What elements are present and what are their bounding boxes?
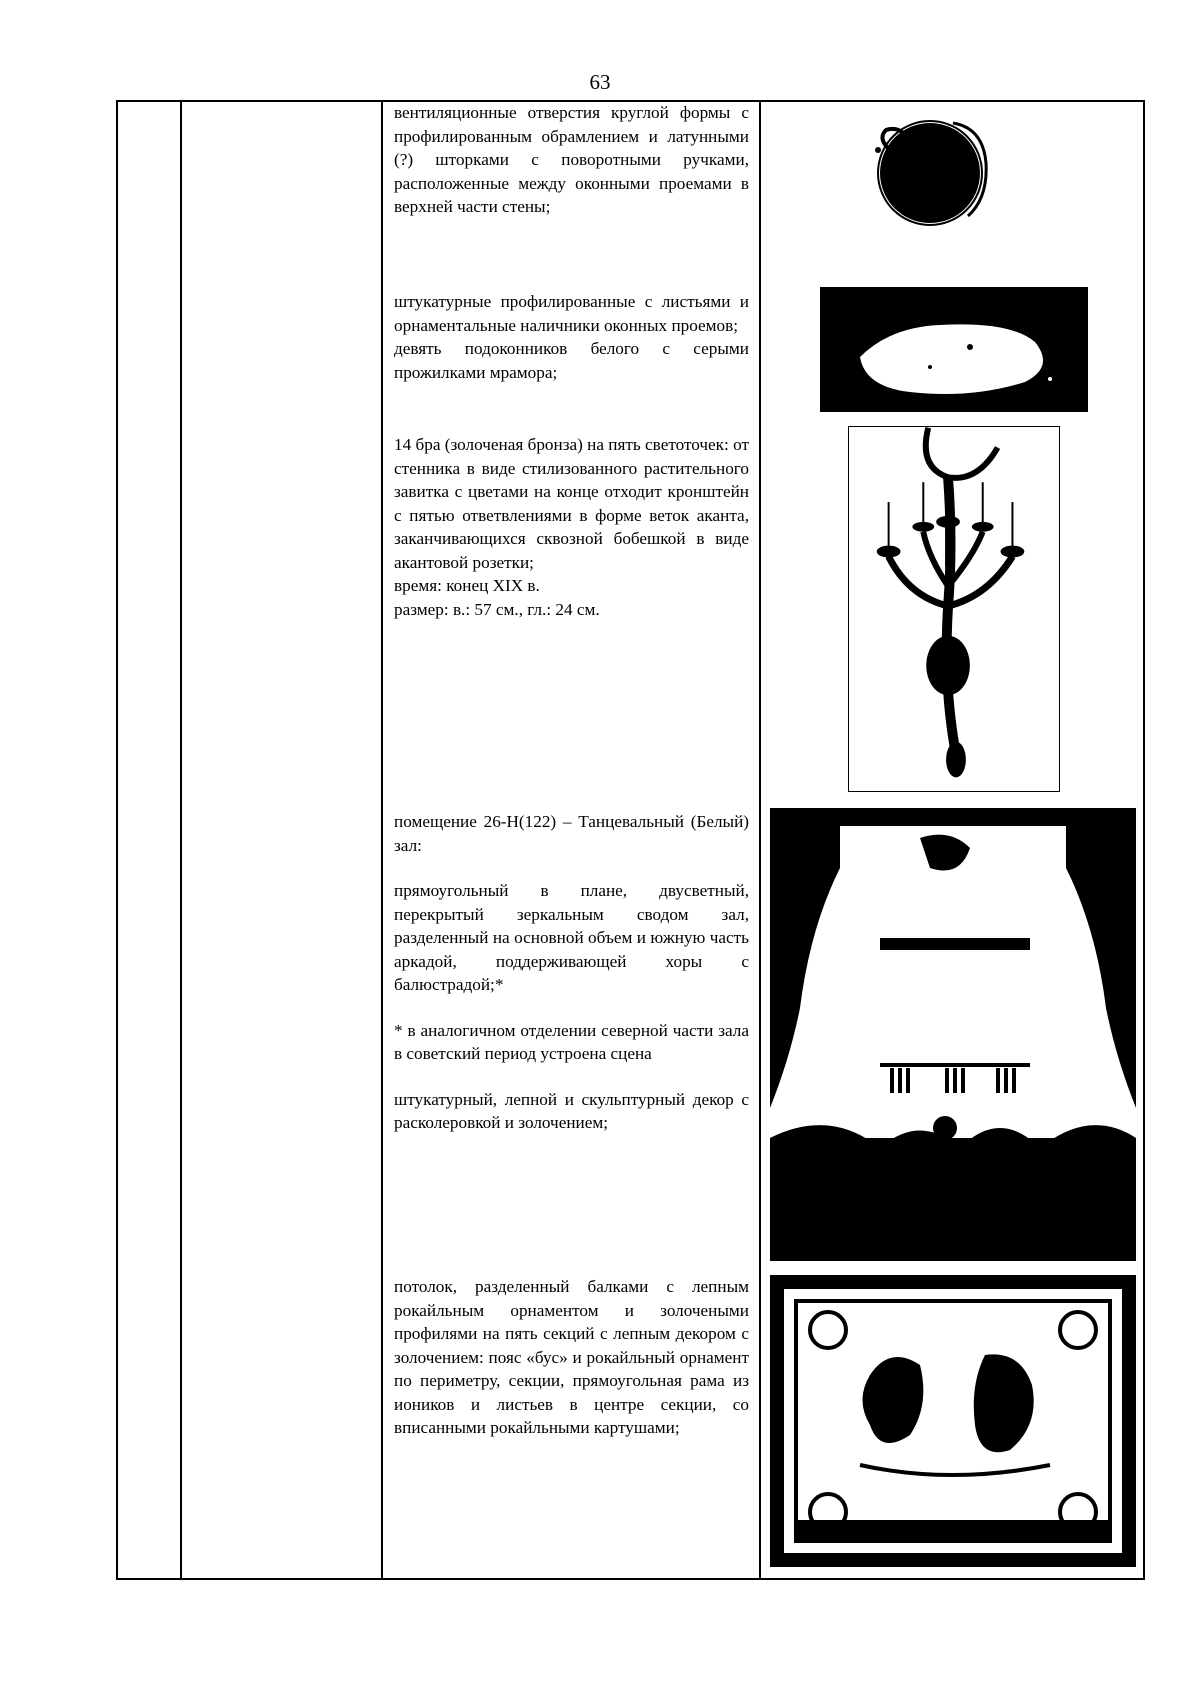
column-divider-1 xyxy=(180,100,182,1580)
hall-decor: штукатурный, лепной и скульптурный декор с расколеровкой и золочением; xyxy=(394,1089,749,1132)
window-text-1: штукатурные профилированные с листьями и орнаментальные наличники оконных проемов; xyxy=(394,292,749,335)
vent-photo xyxy=(858,108,998,238)
window-description xyxy=(394,290,749,384)
windowsill-photo xyxy=(820,287,1088,412)
hall-title: помещение 26-Н(122) – Танцевальный (Белый) зал: xyxy=(394,812,749,855)
vent-description xyxy=(394,101,749,219)
ceiling-text: потолок, разделенный балками с лепным рокайльным орнаментом и золочеными профилями на пять секций с лепным декором с золочением: пояс «бус» и рокайльный орнамент по периметру, секции, прямоугольная рама из иоников и листьев в центре секции, со вписанными рокайльными картушами; xyxy=(394,1277,749,1437)
window-text-2: девять подоконников белого с серыми прожилками мрамора; xyxy=(394,339,749,382)
column-divider-2 xyxy=(381,100,383,1580)
hall-description xyxy=(394,810,749,1135)
sconce-description xyxy=(394,433,749,621)
hall-plan: прямоугольный в плане, двусветный, перекрытый зеркальным сводом зал, разделенный на основной объем и южную часть аркадой, поддерживающей хоры с балюстрадой;* xyxy=(394,881,749,994)
vent-text: вентиляционные отверстия круглой формы с профилированным обрамлением и латунными (?) шторками с поворотными ручками, расположенные между оконными проемами в верхней части стены; xyxy=(394,103,749,216)
sconce-time: время: конец XIX в. xyxy=(394,576,540,595)
hall-photo xyxy=(770,808,1136,1261)
sconce-photo xyxy=(848,426,1060,792)
sconce-size: размер: в.: 57 см., гл.: 24 см. xyxy=(394,599,600,619)
sconce-text: 14 бра (золоченая бронза) на пять светоточек: от стенника в виде стилизованного растительного завитка с цветами на конце отходит кронштейн с пятью ответвлениями в форме веток аканта, заканчивающихся сквозной бобешкой в виде акантовой розетки; xyxy=(394,435,749,572)
page-number: 63 xyxy=(589,70,611,94)
hall-footnote: * в аналогичном отделении северной части зала в советский период устроена сцена xyxy=(394,1020,749,1063)
ceiling-photo xyxy=(770,1275,1136,1567)
ceiling-description xyxy=(394,1275,749,1440)
column-divider-3 xyxy=(759,100,761,1580)
